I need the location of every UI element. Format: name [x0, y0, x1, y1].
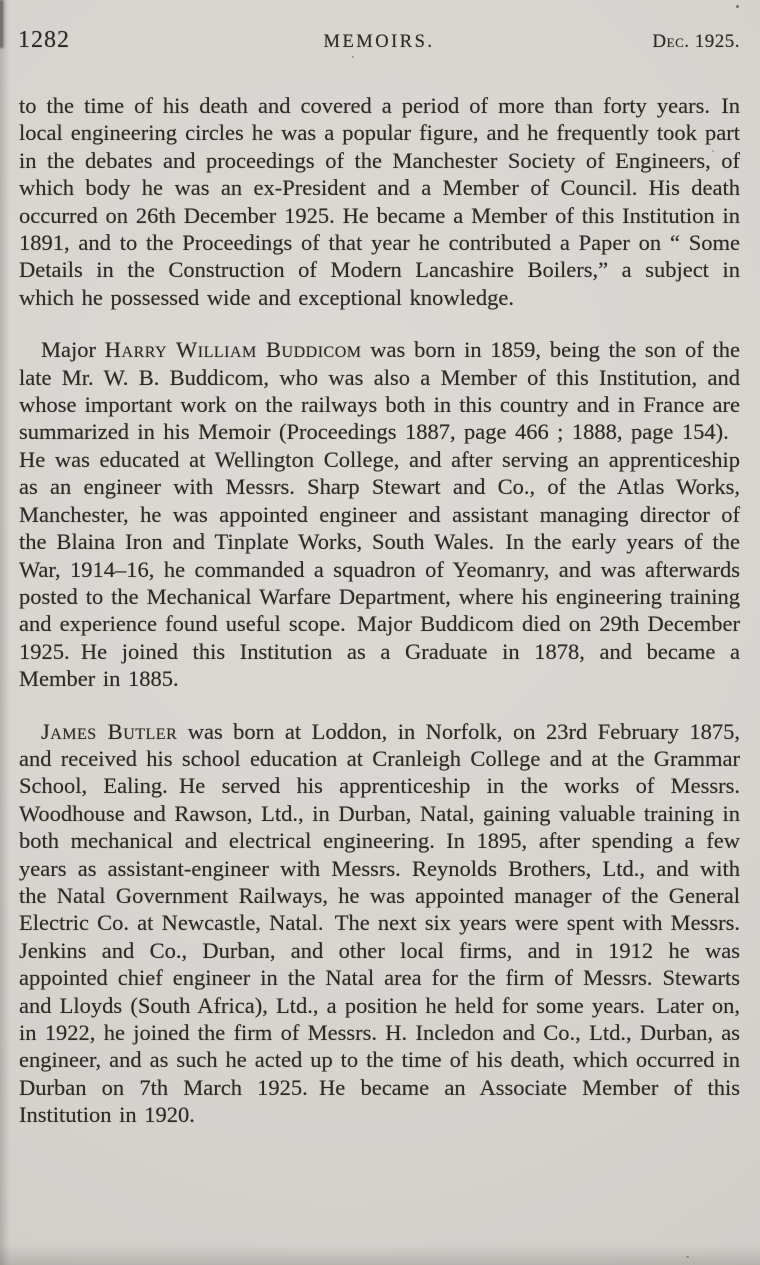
memoir-text-block: [19, 92, 740, 1129]
issue-date: Dec. 1925.: [652, 31, 741, 52]
scan-edge-shadow-bottom: [0, 1245, 760, 1265]
paragraph-butler-memoir: [19, 718, 740, 1129]
scan-speck: [686, 1256, 689, 1258]
paragraph-text: was born in 1859, being the son of the late Mr. W. B. Buddicom, who was also a Member of this Institution, and whose important work on the railways both in this country and in France are summarized in his Memoir (Proceedings 1887, page 466 ; 1888, page 154). He was educated at Wellington College, and after serving an apprenticeship as an engineer with Messrs. Sharp Stewart and Co., of the Atlas Works, Manchester, he was appointed engineer and assistant managing director of the Blaina Iron and Tinplate Works, South Wales. In the early years of the War, 1914–16, he commanded a squadron of Yeomanry, and was afterwards posted to the Mechanical Warfare Department, where his engineering training and experience found useful scope. Major Buddicom died on 29th December 1925. He joined this Institution as a Graduate in 1878, and became a Member in 1885.: [19, 337, 740, 692]
running-title: MEMOIRS.: [323, 32, 435, 52]
paragraph-buddicom-memoir: [19, 336, 740, 692]
scan-edge-shadow-left: [0, 0, 10, 1265]
page-header: [0, 0, 760, 54]
paragraph-text: to the time of his death and covered a period of more than forty years. In local engineering circles he was a popular figure, and he frequently took part in the debates and proceedings of the Manchester Society of Engineers, of which body he was an ex-President and a Member of Council. His death occurred on 26th December 1925. He became a Member of this Institution in 1891, and to the Proceedings of that year he contributed a Paper on “ Some Details in the Construction of Modern Lancashire Boilers,” a subject in which he possessed wide and exceptional knowledge.: [19, 93, 740, 310]
paragraph-lead: Major: [41, 337, 105, 363]
person-name-butler: James Butler: [41, 718, 178, 744]
paragraph-text: was born at Loddon, in Norfolk, on 23rd February 1875, and received his school education at Cranleigh College and at the Grammar School, Ealing. He served his apprenticeship in the works of Messrs. Woodhouse and Rawson, Ltd., in Durban, Natal, gaining valuable training in both mechanical and electrical engineering. In 1895, after spending a few years as assistant-engineer with Messrs. Reynolds Brothers, Ltd., and with the Natal Government Railways, he was appointed manager of the General Electric Co. at Newcastle, Natal. The next six years were spent with Messrs. Jenkins and Co., Durban, and other local firms, and in 1912 he was appointed chief engineer in the Natal area for the firm of Messrs. Stewarts and Lloyds (South Africa), Ltd., a position he held for some years. Later on, in 1922, he joined the firm of Messrs. H. Incledon and Co., Ltd., Durban, as engineer, and as such he acted up to the time of his death, which occurred in Durban on 7th March 1925. He became an Associate Member of this Institution in 1920.: [19, 718, 741, 1128]
scan-speck: [352, 56, 354, 58]
paragraph-continuation: [19, 92, 740, 311]
page-number: 1282: [18, 27, 70, 53]
person-name-buddicom: Harry William Buddicom: [104, 337, 362, 363]
